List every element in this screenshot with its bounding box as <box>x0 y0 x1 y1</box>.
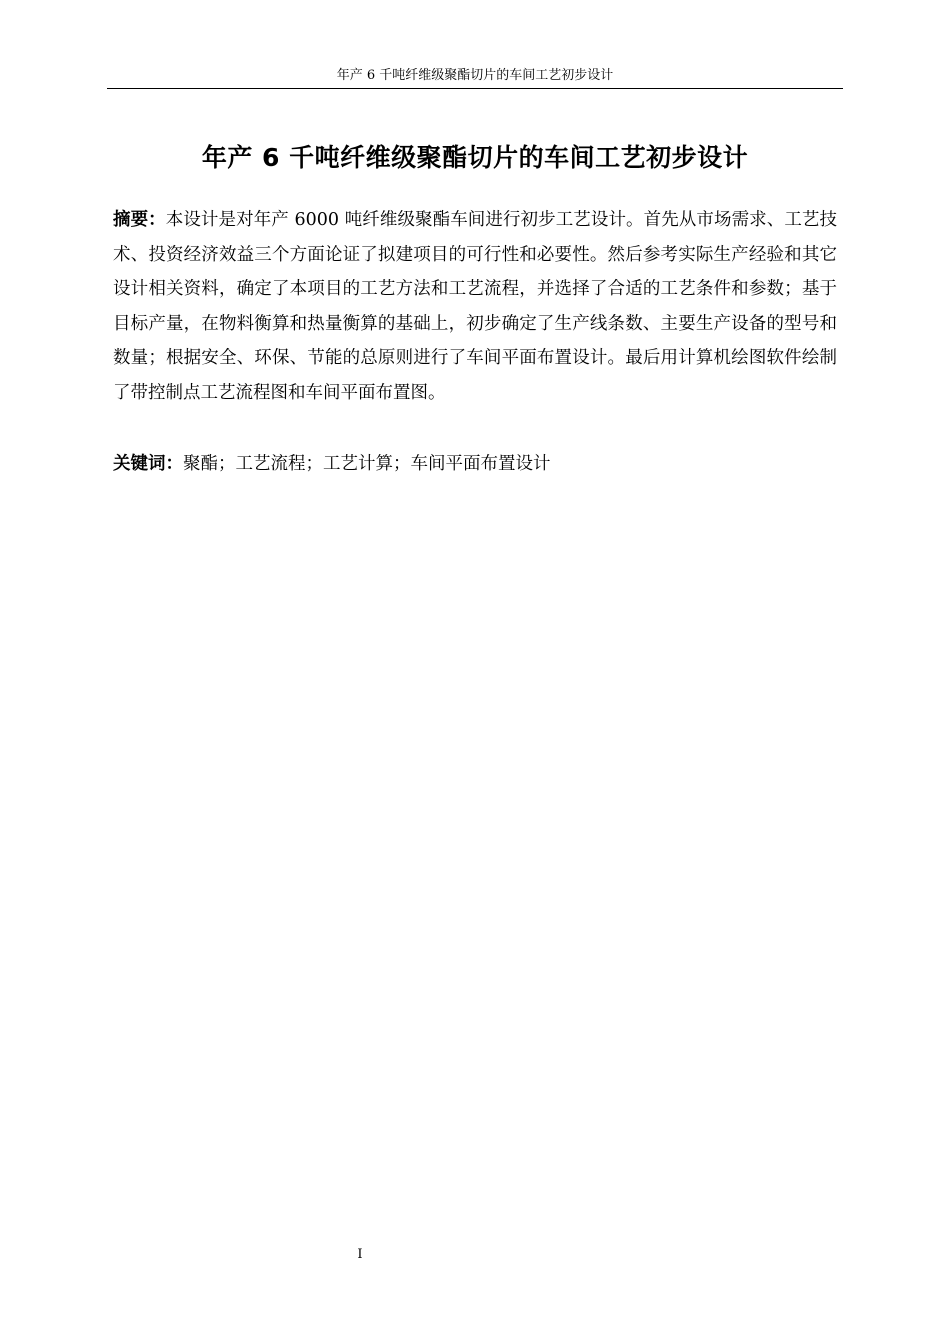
abstract-text: 本设计是对年产 6000 吨纤维级聚酯车间进行初步工艺设计。首先从市场需求、工艺技术、投资经济效益三个方面论证了拟建项目的可行性和必要性。然后参考实际生产经验和其它设计相关资料，确定了本项目的工艺方法和工艺流程，并选择了合适的工艺条件和参数；基于目标产量，在物料衡算和热量衡算的基础上，初步确定了生产线条数、主要生产设备的型号和数量；根据安全、环保、节能的总原则进行了车间平面布置设计。最后用计算机绘图软件绘制了带控制点工艺流程图和车间平面布置图。 <box>113 210 837 403</box>
page-number: I <box>357 1247 363 1262</box>
document-title: 年产 6 千吨纤维级聚酯切片的车间工艺初步设计 <box>201 143 749 172</box>
running-header: 年产 6 千吨纤维级聚酯切片的车间工艺初步设计 <box>336 68 614 83</box>
abstract-paragraph <box>113 203 837 410</box>
keywords-line <box>113 447 837 482</box>
keywords-text: 聚酯；工艺流程；工艺计算；车间平面布置设计 <box>183 454 551 474</box>
abstract-label: 摘要： <box>113 210 166 230</box>
header-rule <box>107 88 843 89</box>
keywords-label: 关键词： <box>113 454 183 474</box>
